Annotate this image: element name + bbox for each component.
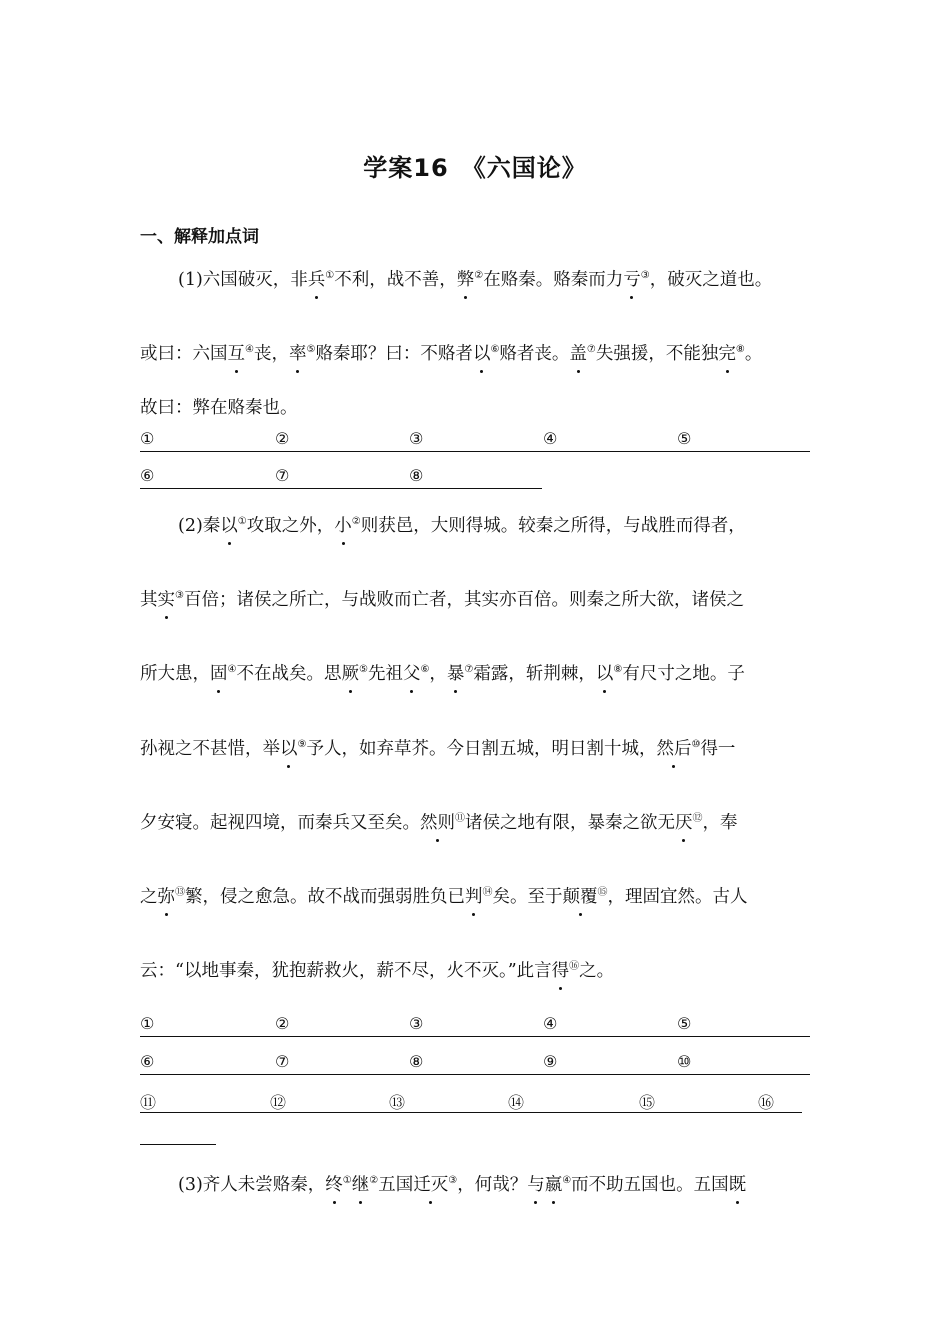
p2-line3: 所大患，固④不在战矣。思厥⑤先祖父⑥，暴⑦霜露，斩荆棘，以⑧有尺寸之地。子 — [140, 664, 745, 684]
p2-line2: 其实③百倍；诸侯之所亡，与战败而亡者，其实亦百倍。则秦之所大欲，诸侯之 — [140, 590, 744, 610]
blank-label: ③ — [409, 429, 424, 448]
blank-label: ⑥ — [140, 1052, 155, 1071]
page-title: 学案16 《六国论》 — [363, 154, 587, 182]
answer-blanks-1-row2[interactable] — [140, 466, 542, 489]
blank-label: ⑩ — [677, 1052, 692, 1071]
blank-label: ⑦ — [275, 1052, 290, 1071]
blank-label: ① — [140, 1014, 155, 1033]
blank-label: ⑦ — [275, 466, 290, 485]
answer-blanks-2-row2[interactable] — [140, 1052, 810, 1075]
answer-blanks-2-continuation[interactable] — [140, 1122, 216, 1145]
blank-label: ④ — [543, 1014, 558, 1033]
blank-label: ⑨ — [543, 1052, 558, 1071]
answer-blanks-2-row3[interactable] — [140, 1090, 802, 1113]
blank-label: ③ — [409, 1014, 424, 1033]
blank-label: ⑧ — [409, 466, 424, 485]
section-heading: 一、解释加点词 — [140, 227, 259, 247]
blank-label: ⑫ — [270, 1093, 287, 1112]
answer-blanks-2-row1[interactable] — [140, 1014, 810, 1037]
answer-blanks-1-row1[interactable] — [140, 429, 810, 452]
blank-label: ⑪ — [140, 1093, 157, 1112]
blank-label: ⑤ — [677, 429, 692, 448]
p2-line1: (2)秦以①攻取之外，小②则获邑，大则得城。较秦之所得，与战胜而得者， — [178, 516, 746, 536]
blank-label: ② — [275, 429, 290, 448]
p3-line1: (3)齐人未尝赂秦，终①继②五国迁灭③，何哉？与嬴④而不助五国也。五国既 — [178, 1175, 747, 1195]
blank-label: ⑮ — [639, 1093, 656, 1112]
p1-line1: (1)六国破灭，非兵①不利，战不善，弊②在赂秦。赂秦而力亏③，破灭之道也。 — [178, 270, 773, 290]
p2-line6: 之弥⑬繁，侵之愈急。故不战而强弱胜负已判⑭矣。至于颠覆⑮，理固宜然。古人 — [140, 887, 748, 907]
blank-label: ⑬ — [389, 1093, 406, 1112]
blank-label: ⑧ — [409, 1052, 424, 1071]
p2-line5: 夕安寝。起视四境，而秦兵又至矣。然则⑪诸侯之地有限，暴秦之欲无厌⑫，奉 — [140, 813, 738, 833]
p2-line7: 云：“以地事秦，犹抱薪救火，薪不尽，火不灭。”此言得⑯之。 — [140, 961, 615, 981]
blank-label: ② — [275, 1014, 290, 1033]
blank-label: ⑤ — [677, 1014, 692, 1033]
blank-label: ④ — [543, 429, 558, 448]
p2-line4: 孙视之不甚惜，举以⑨予人，如弃草芥。今日割五城，明日割十城，然后⑩得一 — [140, 739, 736, 759]
p1-line2: 或曰：六国互④丧，率⑤赂秦耶？曰：不赂者以⑥赂者丧。盖⑦失强援，不能独完⑧。 — [140, 344, 763, 364]
blank-label: ⑥ — [140, 466, 155, 485]
blank-label: ① — [140, 429, 155, 448]
p1-line3: 故曰：弊在赂秦也。 — [140, 398, 298, 418]
blank-label: ⑯ — [758, 1093, 775, 1112]
blank-label: ⑭ — [508, 1093, 525, 1112]
